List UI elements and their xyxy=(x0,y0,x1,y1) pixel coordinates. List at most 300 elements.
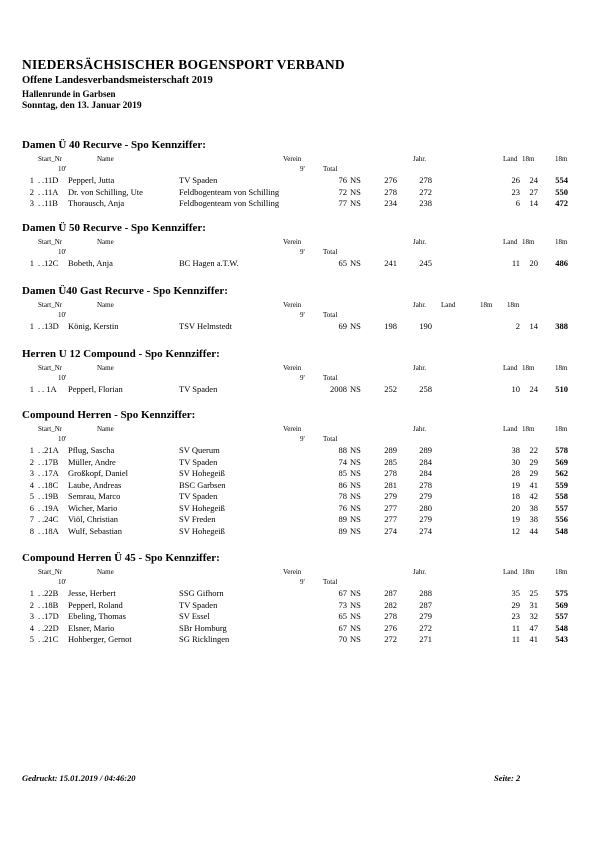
start-number: .11A xyxy=(42,186,59,197)
dot-separator: . xyxy=(38,611,41,621)
start-number: .12C xyxy=(42,258,59,268)
col-ten: 10' xyxy=(58,248,67,256)
tens-count: 67 xyxy=(338,622,347,633)
round-2-score: 284 xyxy=(419,468,432,478)
col-18m-a: 18m xyxy=(522,364,535,372)
col-18m-b: 18m xyxy=(555,364,568,372)
table-row xyxy=(0,384,600,396)
section-title: Damen Ü 50 Recurve - Spo Kennziffer: xyxy=(22,222,206,234)
count-a: 26 xyxy=(511,175,520,185)
section-title: Damen Ü40 Gast Recurve - Spo Kennziffer: xyxy=(22,285,228,297)
archer-name: Großkopf, Daniel xyxy=(68,468,128,478)
table-row xyxy=(0,258,600,270)
col-start-nr: Start_Nr xyxy=(38,155,63,163)
count-b: 29 xyxy=(529,456,538,467)
table-row xyxy=(0,514,600,526)
count-b: 14 xyxy=(529,321,538,331)
col-start-nr: Start_Nr xyxy=(38,568,63,576)
count-b: 20 xyxy=(529,258,538,268)
round-1-score: 278 xyxy=(384,611,397,621)
col-nine: 9' xyxy=(300,248,305,256)
count-a: 19 xyxy=(511,514,520,524)
archer-name: Semrau, Marco xyxy=(68,491,121,501)
count-a: 23 xyxy=(511,611,520,621)
club-name: BSC Garbsen xyxy=(179,479,226,490)
archer-name: Hohberger, Gernot xyxy=(68,634,132,644)
dot-separator: . xyxy=(38,622,41,633)
page-subtitle: Offene Landesverbandsmeisterschaft 2019 xyxy=(22,75,213,86)
start-number: .19A xyxy=(42,502,59,513)
count-b: 22 xyxy=(529,445,538,455)
round-2-score: 279 xyxy=(419,514,432,524)
col-ten: 10' xyxy=(58,165,67,173)
round-2-score: 280 xyxy=(419,502,432,513)
count-b: 41 xyxy=(529,479,538,490)
round-1-score: 241 xyxy=(384,258,397,268)
place: 3 xyxy=(29,611,34,621)
club-name: TV Spaden xyxy=(179,384,218,394)
table-row xyxy=(0,503,600,515)
col-jahr: Jahr. xyxy=(413,238,427,246)
count-b: 47 xyxy=(529,622,538,633)
round-2-score: 190 xyxy=(419,321,432,331)
col-18m-a: 18m xyxy=(522,425,535,433)
round-1-score: 287 xyxy=(384,588,397,598)
table-row xyxy=(0,480,600,492)
count-b: 14 xyxy=(529,198,538,208)
col-nine: 9' xyxy=(300,311,305,319)
place: 2 xyxy=(29,186,34,197)
tens-count: 76 xyxy=(338,502,347,513)
round-1-score: 274 xyxy=(384,525,397,536)
tens-count: 77 xyxy=(338,198,347,208)
tens-count: 65 xyxy=(338,258,347,268)
archer-name: Pepperl, Roland xyxy=(68,599,123,610)
col-jahr: Jahr. xyxy=(413,155,427,163)
club-name: TV Spaden xyxy=(179,175,218,185)
total-score: 557 xyxy=(555,502,568,513)
total-score: 388 xyxy=(555,321,568,331)
table-row xyxy=(0,468,600,480)
col-ten: 10' xyxy=(58,311,67,319)
land-code: NS xyxy=(350,384,361,394)
land-code: NS xyxy=(350,258,361,268)
table-row xyxy=(0,526,600,538)
club-name: TV Spaden xyxy=(179,491,218,501)
land-code: NS xyxy=(350,198,361,208)
start-number: . 1A xyxy=(42,384,57,394)
total-score: 486 xyxy=(555,258,568,268)
place: 1 xyxy=(29,258,34,268)
table-row xyxy=(0,321,600,333)
count-b: 38 xyxy=(529,514,538,524)
col-name: Name xyxy=(97,568,114,576)
start-number: .17D xyxy=(42,611,59,621)
land-code: NS xyxy=(350,468,361,478)
dot-separator: . xyxy=(38,491,41,501)
round-1-score: 277 xyxy=(384,514,397,524)
page-title: NIEDERSÄCHSISCHER BOGENSPORT VERBAND xyxy=(22,57,345,72)
round-2-score: 279 xyxy=(419,491,432,501)
table-row xyxy=(0,611,600,623)
dot-separator: . xyxy=(38,588,41,598)
count-b: 38 xyxy=(529,502,538,513)
start-number: .11D xyxy=(42,175,59,185)
col-18m-a: 18m xyxy=(522,238,535,246)
round-1-score: 278 xyxy=(384,186,397,197)
archer-name: Thorausch, Anja xyxy=(68,198,125,208)
place: 3 xyxy=(29,468,34,478)
col-start-nr: Start_Nr xyxy=(38,301,63,309)
col-18m-a: 18m xyxy=(522,568,535,576)
count-b: 25 xyxy=(529,588,538,598)
table-row xyxy=(0,175,600,187)
land-code: NS xyxy=(350,599,361,610)
col-total: Total xyxy=(323,578,338,586)
col-ten: 10' xyxy=(58,374,67,382)
total-score: 558 xyxy=(555,491,568,501)
count-a: 18 xyxy=(511,491,520,501)
count-b: 24 xyxy=(529,384,538,394)
table-row xyxy=(0,457,600,469)
start-number: .13D xyxy=(42,321,59,331)
dot-separator: . xyxy=(38,384,41,394)
round-1-score: 272 xyxy=(384,634,397,644)
section-title: Damen Ü 40 Recurve - Spo Kennziffer: xyxy=(22,139,206,151)
col-name: Name xyxy=(97,238,114,246)
col-ten: 10' xyxy=(58,435,67,443)
club-name: Feldbogenteam von Schilling xyxy=(179,186,280,197)
total-score: 562 xyxy=(555,468,568,478)
total-score: 559 xyxy=(555,479,568,490)
table-row xyxy=(0,623,600,635)
count-b: 32 xyxy=(529,611,538,621)
count-a: 11 xyxy=(511,622,520,633)
count-a: 2 xyxy=(515,321,520,331)
count-b: 27 xyxy=(529,186,538,197)
tens-count: 85 xyxy=(338,468,347,478)
place: 8 xyxy=(29,525,34,536)
dot-separator: . xyxy=(38,456,41,467)
land-code: NS xyxy=(350,445,361,455)
count-b: 31 xyxy=(529,599,538,610)
archer-name: Müller, Andre xyxy=(68,456,116,467)
table-row xyxy=(0,445,600,457)
event-name: Hallenrunde in Garbsen xyxy=(22,89,116,99)
col-18m-b: 18m xyxy=(507,301,520,309)
col-verein: Verein xyxy=(283,155,302,163)
col-jahr: Jahr. xyxy=(413,568,427,576)
place: 2 xyxy=(29,599,34,610)
total-score: 569 xyxy=(555,599,568,610)
count-a: 30 xyxy=(511,456,520,467)
section-title: Compound Herren - Spo Kennziffer: xyxy=(22,409,196,421)
dot-separator: . xyxy=(38,445,41,455)
count-a: 6 xyxy=(515,198,520,208)
start-number: .18A xyxy=(42,525,59,536)
table-row xyxy=(0,634,600,646)
section-title: Compound Herren Ü 45 - Spo Kennziffer: xyxy=(22,552,220,564)
place: 1 xyxy=(29,321,34,331)
col-name: Name xyxy=(97,425,114,433)
total-score: 557 xyxy=(555,611,568,621)
col-total: Total xyxy=(323,435,338,443)
round-1-score: 282 xyxy=(384,599,397,610)
archer-name: Pflug, Sascha xyxy=(68,445,115,455)
land-code: NS xyxy=(350,514,361,524)
round-2-score: 287 xyxy=(419,599,432,610)
col-jahr: Jahr. xyxy=(413,301,427,309)
col-18m-a: 18m xyxy=(480,301,493,309)
club-name: SV Hohegeiß xyxy=(179,468,225,478)
table-row xyxy=(0,491,600,503)
count-a: 19 xyxy=(511,479,520,490)
total-score: 578 xyxy=(555,445,568,455)
col-verein: Verein xyxy=(283,568,302,576)
col-name: Name xyxy=(97,301,114,309)
round-1-score: 198 xyxy=(384,321,397,331)
round-2-score: 278 xyxy=(419,479,432,490)
archer-name: Pepperl, Jutta xyxy=(68,175,115,185)
count-b: 44 xyxy=(529,525,538,536)
tens-count: 86 xyxy=(338,479,347,490)
col-name: Name xyxy=(97,364,114,372)
round-1-score: 278 xyxy=(384,468,397,478)
tens-count: 65 xyxy=(338,611,347,621)
tens-count: 76 xyxy=(338,175,347,185)
col-total: Total xyxy=(323,311,338,319)
start-number: .18C xyxy=(42,479,59,490)
count-b: 42 xyxy=(529,491,538,501)
start-number: .21C xyxy=(42,634,59,644)
start-number: .21A xyxy=(42,445,59,455)
place: 1 xyxy=(29,588,34,598)
club-name: SV Essel xyxy=(179,611,210,621)
dot-separator: . xyxy=(38,198,41,208)
archer-name: Pepperl, Florian xyxy=(68,384,123,394)
land-code: NS xyxy=(350,611,361,621)
place: 2 xyxy=(29,456,34,467)
col-start-nr: Start_Nr xyxy=(38,238,63,246)
col-18m-b: 18m xyxy=(555,238,568,246)
start-number: .22B xyxy=(42,588,59,598)
total-score: 575 xyxy=(555,588,568,598)
place: 1 xyxy=(29,445,34,455)
tens-count: 72 xyxy=(338,186,347,197)
round-2-score: 279 xyxy=(419,611,432,621)
count-b: 29 xyxy=(529,468,538,478)
archer-name: König, Kerstin xyxy=(68,321,119,331)
archer-name: Jesse, Herbert xyxy=(68,588,116,598)
count-a: 38 xyxy=(511,445,520,455)
col-jahr: Jahr. xyxy=(413,364,427,372)
club-name: TSV Helmstedt xyxy=(179,321,232,331)
archer-name: Bobeth, Anja xyxy=(68,258,113,268)
round-1-score: 279 xyxy=(384,491,397,501)
count-a: 29 xyxy=(511,599,520,610)
page-number: Seite: 2 xyxy=(494,773,521,783)
col-jahr: Jahr. xyxy=(413,425,427,433)
club-name: BC Hagen a.T.W. xyxy=(179,258,239,268)
archer-name: Viöl, Christian xyxy=(68,514,119,524)
col-verein: Verein xyxy=(283,364,302,372)
tens-count: 74 xyxy=(338,456,347,467)
start-number: .19B xyxy=(42,491,59,501)
land-code: NS xyxy=(350,321,361,331)
count-a: 12 xyxy=(511,525,520,536)
col-total: Total xyxy=(323,165,338,173)
total-score: 550 xyxy=(555,186,568,197)
col-nine: 9' xyxy=(300,165,305,173)
col-land: Land xyxy=(503,568,518,576)
dot-separator: . xyxy=(38,634,41,644)
club-name: SBr Homburg xyxy=(179,622,227,633)
round-2-score: 284 xyxy=(419,456,432,467)
dot-separator: . xyxy=(38,599,41,610)
tens-count: 70 xyxy=(338,634,347,644)
col-verein: Verein xyxy=(283,238,302,246)
col-nine: 9' xyxy=(300,374,305,382)
round-1-score: 252 xyxy=(384,384,397,394)
table-row xyxy=(0,198,600,210)
col-start-nr: Start_Nr xyxy=(38,364,63,372)
tens-count: 2008 xyxy=(330,384,347,394)
count-a: 28 xyxy=(511,468,520,478)
start-number: .22D xyxy=(42,622,59,633)
dot-separator: . xyxy=(38,479,41,490)
archer-name: Dr. von Schilling, Ute xyxy=(68,186,143,197)
round-2-score: 289 xyxy=(419,445,432,455)
round-2-score: 258 xyxy=(419,384,432,394)
count-a: 23 xyxy=(511,186,520,197)
count-b: 41 xyxy=(529,634,538,644)
archer-name: Laube, Andreas xyxy=(68,479,122,490)
start-number: .17B xyxy=(42,456,59,467)
total-score: 569 xyxy=(555,456,568,467)
tens-count: 67 xyxy=(338,588,347,598)
col-start-nr: Start_Nr xyxy=(38,425,63,433)
col-verein: Verein xyxy=(283,301,302,309)
archer-name: Ebeling, Thomas xyxy=(68,611,126,621)
club-name: SSG Gifhorn xyxy=(179,588,224,598)
club-name: SV Hohegeiß xyxy=(179,525,225,536)
table-row xyxy=(0,600,600,612)
club-name: TV Spaden xyxy=(179,599,218,610)
table-row xyxy=(0,187,600,199)
start-number: .11B xyxy=(42,198,58,208)
club-name: SV Freden xyxy=(179,514,216,524)
round-1-score: 276 xyxy=(384,175,397,185)
round-1-score: 277 xyxy=(384,502,397,513)
tens-count: 69 xyxy=(338,321,347,331)
count-a: 35 xyxy=(511,588,520,598)
land-code: NS xyxy=(350,588,361,598)
place: 1 xyxy=(29,384,34,394)
land-code: NS xyxy=(350,502,361,513)
land-code: NS xyxy=(350,634,361,644)
round-2-score: 278 xyxy=(419,175,432,185)
place: 6 xyxy=(29,502,34,513)
place: 5 xyxy=(29,491,34,501)
land-code: NS xyxy=(350,525,361,536)
club-name: SV Hohegeiß xyxy=(179,502,225,513)
place: 4 xyxy=(29,479,34,490)
round-2-score: 274 xyxy=(419,525,432,536)
count-a: 11 xyxy=(511,258,520,268)
total-score: 543 xyxy=(555,634,568,644)
land-code: NS xyxy=(350,622,361,633)
col-18m-b: 18m xyxy=(555,568,568,576)
tens-count: 78 xyxy=(338,491,347,501)
round-2-score: 245 xyxy=(419,258,432,268)
round-2-score: 272 xyxy=(419,622,432,633)
land-code: NS xyxy=(350,479,361,490)
col-name: Name xyxy=(97,155,114,163)
col-18m-b: 18m xyxy=(555,155,568,163)
club-name: TV Spaden xyxy=(179,456,218,467)
print-timestamp: Gedruckt: 15.01.2019 / 04:46:20 xyxy=(22,773,136,783)
dot-separator: . xyxy=(38,525,41,536)
col-nine: 9' xyxy=(300,578,305,586)
round-1-score: 285 xyxy=(384,456,397,467)
dot-separator: . xyxy=(38,514,41,524)
start-number: .24C xyxy=(42,514,59,524)
start-number: .17A xyxy=(42,468,59,478)
land-code: NS xyxy=(350,491,361,501)
round-1-score: 289 xyxy=(384,445,397,455)
table-row xyxy=(0,588,600,600)
col-land: Land xyxy=(503,364,518,372)
land-code: NS xyxy=(350,186,361,197)
tens-count: 89 xyxy=(338,514,347,524)
archer-name: Wicher, Mario xyxy=(68,502,118,513)
col-land: Land xyxy=(503,238,518,246)
land-code: NS xyxy=(350,456,361,467)
col-18m-b: 18m xyxy=(555,425,568,433)
total-score: 548 xyxy=(555,525,568,536)
col-nine: 9' xyxy=(300,435,305,443)
club-name: Feldbogenteam von Schilling xyxy=(179,198,280,208)
event-date: Sonntag, den 13. Januar 2019 xyxy=(22,101,142,111)
dot-separator: . xyxy=(38,321,41,331)
dot-separator: . xyxy=(38,258,41,268)
dot-separator: . xyxy=(38,186,41,197)
col-ten: 10' xyxy=(58,578,67,586)
archer-name: Wulf, Sebastian xyxy=(68,525,122,536)
round-2-score: 272 xyxy=(419,186,432,197)
tens-count: 73 xyxy=(338,599,347,610)
total-score: 556 xyxy=(555,514,568,524)
round-1-score: 281 xyxy=(384,479,397,490)
tens-count: 89 xyxy=(338,525,347,536)
total-score: 510 xyxy=(555,384,568,394)
archer-name: Elsner, Mario xyxy=(68,622,115,633)
club-name: SV Querum xyxy=(179,445,220,455)
round-2-score: 271 xyxy=(419,634,432,644)
col-land: Land xyxy=(503,425,518,433)
dot-separator: . xyxy=(38,502,41,513)
place: 1 xyxy=(29,175,34,185)
place: 7 xyxy=(29,514,34,524)
place: 4 xyxy=(29,622,34,633)
land-code: NS xyxy=(350,175,361,185)
col-land: Land xyxy=(441,301,456,309)
col-land: Land xyxy=(503,155,518,163)
count-a: 11 xyxy=(511,634,520,644)
place: 3 xyxy=(29,198,34,208)
col-verein: Verein xyxy=(283,425,302,433)
round-1-score: 234 xyxy=(384,198,397,208)
